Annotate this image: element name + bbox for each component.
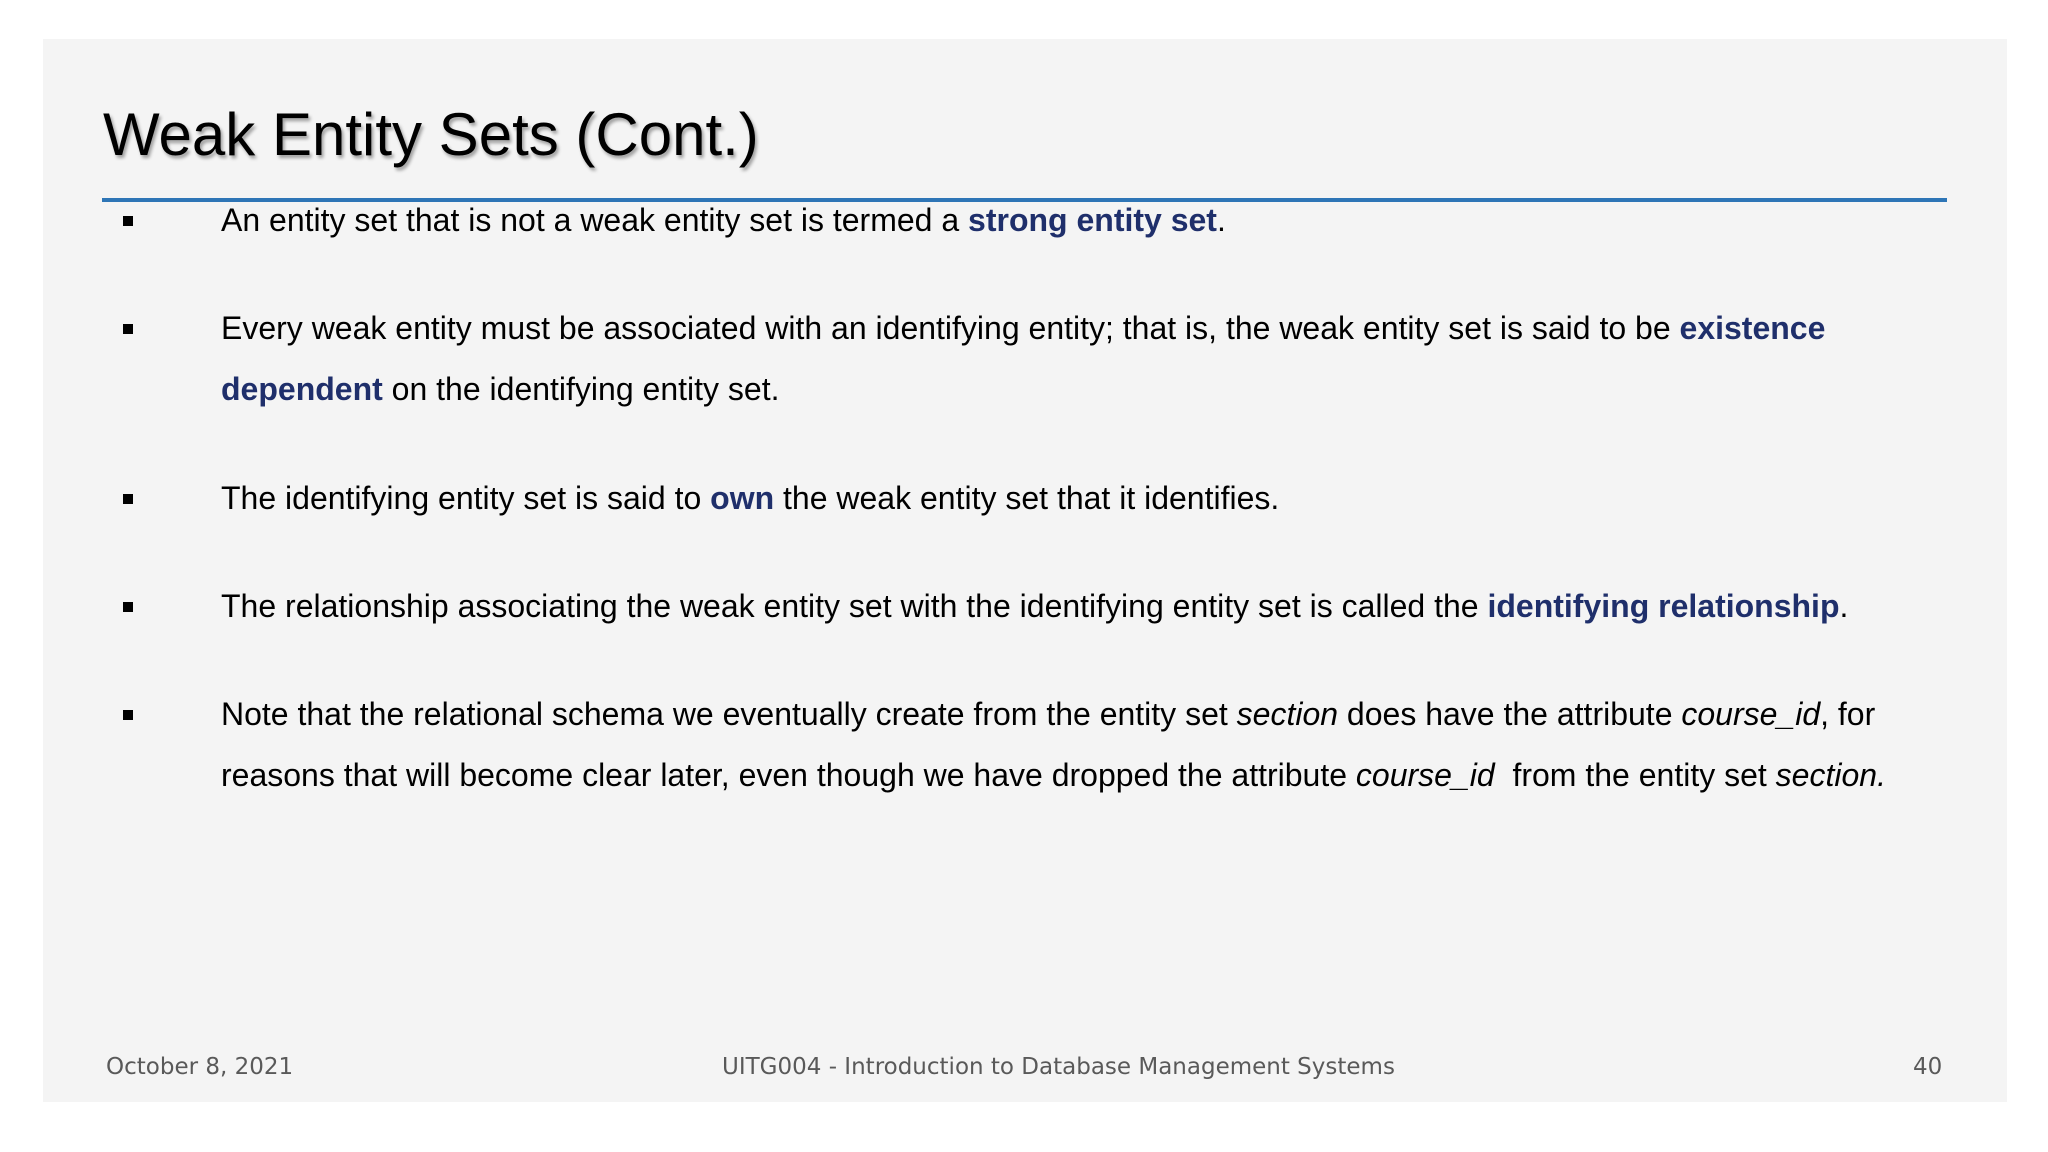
bullet-item-identifying-relationship: [122, 576, 1962, 637]
slide-title: Weak Entity Sets (Cont.): [103, 101, 759, 168]
term-identifying-relationship: identifying relationship: [1487, 588, 1840, 624]
bullet-text-part: the weak entity set that it identifies.: [774, 480, 1280, 516]
bullet-text-part: does have the attribute: [1338, 696, 1682, 732]
bullet-text-part: An entity set that is not a weak entity set is termed a: [221, 202, 969, 238]
bullet-item-relational-schema-note: [122, 684, 1962, 806]
italic-term-course-id: course_id: [1681, 696, 1821, 732]
square-bullet-icon: [122, 190, 164, 251]
bullet-text-part: Every weak entity must be associated with an identifying entity; that is, the weak entity set is said to be: [221, 310, 1680, 346]
bullet-item-own: [122, 468, 1962, 529]
bullet-text-part: from the entity set: [1494, 757, 1776, 793]
slide: [43, 39, 2007, 1102]
bullet-item-strong-entity-set: [122, 190, 1962, 251]
bullet-text: [221, 684, 1961, 806]
square-bullet-icon: [122, 468, 164, 529]
term-strong-entity-set: strong entity set: [968, 202, 1217, 238]
italic-term-course-id: course_id: [1355, 757, 1495, 793]
bullet-text-part: The relationship associating the weak entity set with the identifying entity set is called the: [221, 588, 1488, 624]
bullet-text: [221, 468, 1961, 529]
footer-course-title: UITG004 - Introduction to Database Management Systems: [722, 1054, 1395, 1080]
term-own: own: [710, 480, 775, 516]
bullet-text-part: Note that the relational schema we eventually create from the entity set: [221, 696, 1237, 732]
italic-term-section: section: [1236, 696, 1339, 732]
footer-page-number: 40: [1913, 1054, 1943, 1080]
square-bullet-icon: [122, 576, 164, 637]
bullet-text: [221, 576, 1961, 637]
footer-date: October 8, 2021: [106, 1054, 294, 1080]
italic-term-section: section.: [1775, 757, 1886, 793]
bullet-text-part: .: [1216, 202, 1226, 238]
bullet-text-part: The identifying entity set is said to: [221, 480, 711, 516]
square-bullet-icon: [122, 298, 164, 359]
bullet-text-part: on the identifying entity set.: [382, 371, 780, 407]
bullet-text-part: , for reasons that will become clear later, even though we have dropped the attribute: [221, 696, 1876, 793]
bullet-item-existence-dependent: [122, 298, 1962, 420]
bullet-text: [221, 298, 1961, 420]
term-existence-dependent: existence dependent: [221, 310, 1826, 407]
square-bullet-icon: [122, 684, 164, 745]
bullet-text: [221, 190, 1961, 251]
bullet-text-part: .: [1839, 588, 1849, 624]
